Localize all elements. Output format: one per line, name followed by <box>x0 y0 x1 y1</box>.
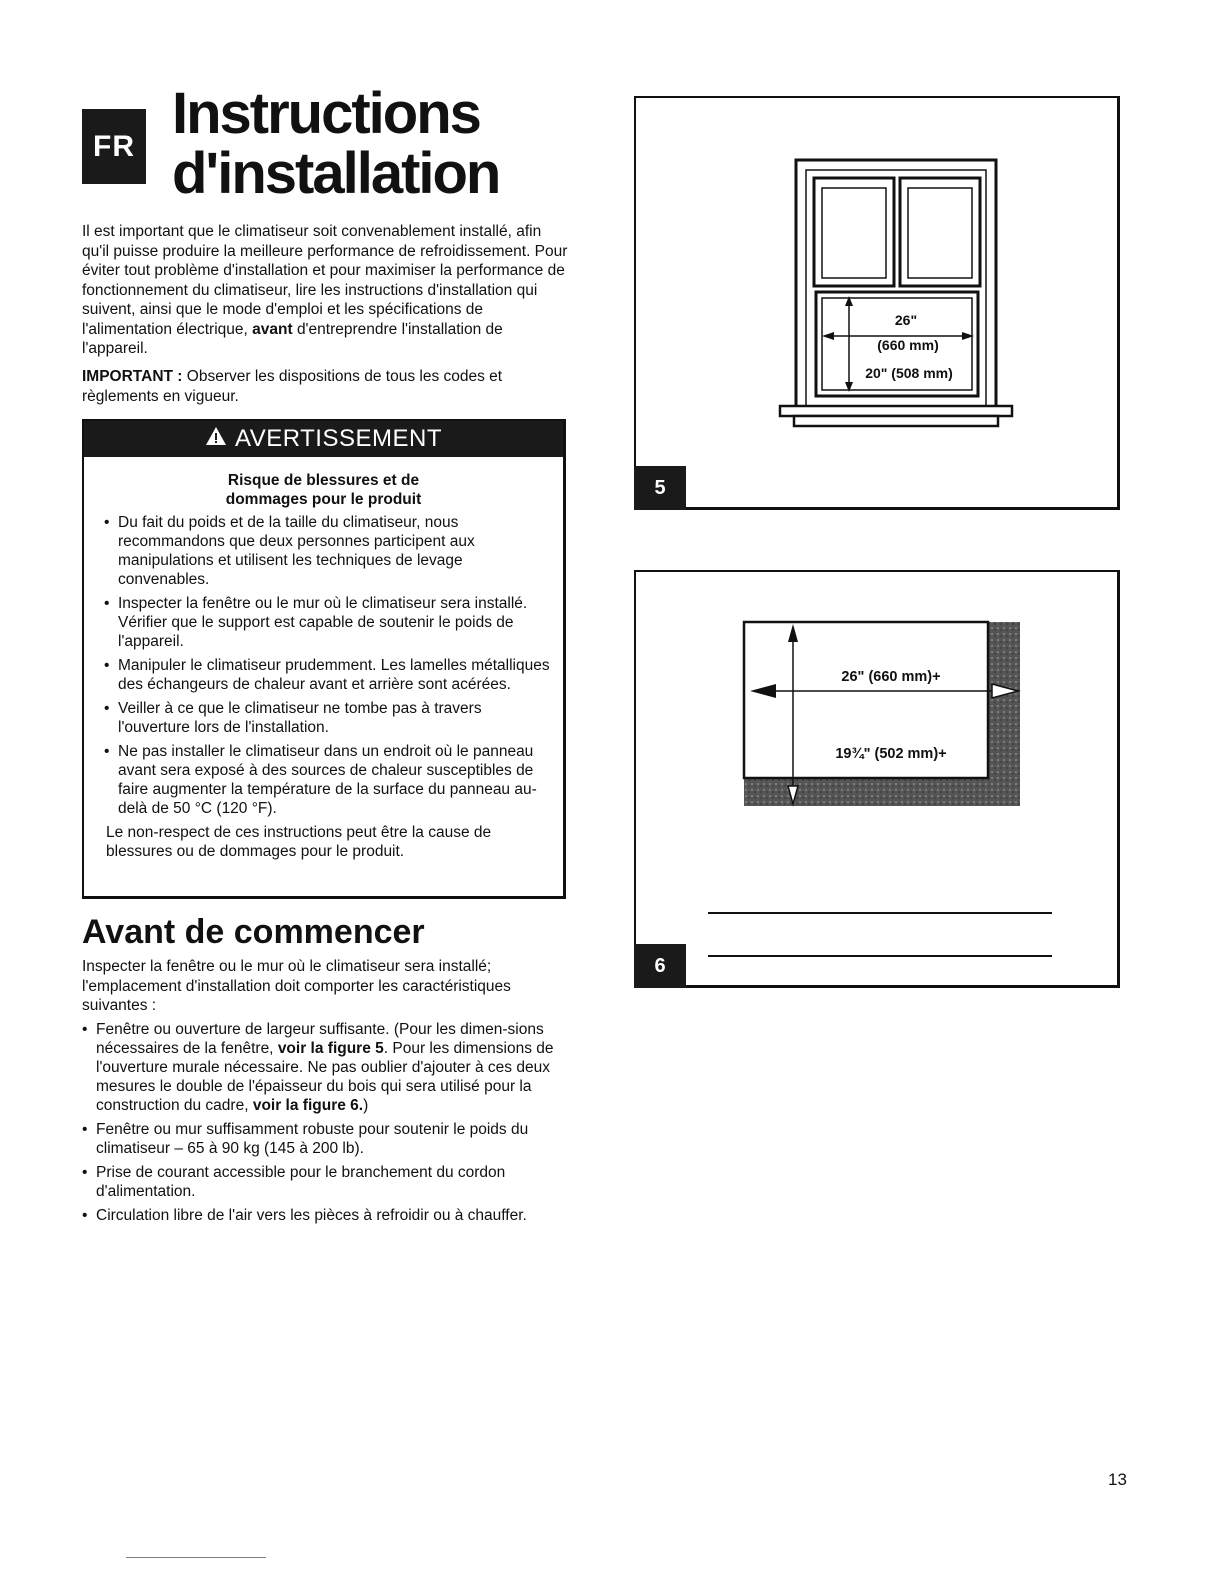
fig6-height: 19¾" (502 mm)+ <box>835 746 947 762</box>
intro-text: Il est important que le climatiseur soit convenablement installé, afin qu'il puisse produire la meilleure performance de refroidissement. Pour éviter tout problème d'installation et pour maximiser la performance de fonctionnement du climatiseur, lire les instructions d'installation qui suivent, ainsi que le mode d'emploi et les spécifications de l'alimentation électrique, <box>82 223 568 338</box>
warning-title: AVERTISSEMENT <box>235 425 442 452</box>
important-label: IMPORTANT : <box>82 368 183 385</box>
req1-link-fig6: voir la figure 6. <box>252 1097 364 1114</box>
title-line-2: d'installation <box>172 141 500 206</box>
page-title <box>172 81 500 206</box>
figure-6 <box>634 570 1120 988</box>
warning-triangle-icon <box>205 425 227 453</box>
figure-6-number: 6 <box>634 944 686 988</box>
warning-footer: Le non-respect de ces instructions peut être la cause de blessures ou de dommages pour le produit. <box>106 824 492 860</box>
wall-opening-diagram <box>636 572 1122 990</box>
section-intro: Inspecter la fenêtre ou le mur où le climatiseur sera installé; l'emplacement d'installation doit comporter les caractéristiques suivantes : <box>82 958 511 1014</box>
language-badge: FR <box>82 109 146 184</box>
fig5-width-mm: (660 mm) <box>877 337 939 353</box>
requirement-item: • Fenêtre ou mur suffisamment robuste pour soutenir le poids du climatiseur – 65 à 90 kg (145 à 200 lb). <box>82 1120 582 1158</box>
requirement-item: • Circulation libre de l'air vers les pièces à refroidir ou à chauffer. <box>82 1206 582 1225</box>
req1-text-e: ) <box>363 1097 369 1114</box>
fig6-width: 26" (660 mm)+ <box>841 669 941 685</box>
warning-item: • Ne pas installer le climatiseur dans un endroit où le panneau avant sera exposé à des sources de chaleur susceptibles de faire augmenter la température de la surface du panneau au-delà de 50 °C (120 °F). <box>104 742 553 818</box>
intro-paragraph <box>82 222 570 359</box>
warning-item: • Veiller à ce que le climatiseur ne tombe pas à travers l'ouverture lors de l'installation. <box>104 699 553 737</box>
intro-bold: avant <box>252 320 293 338</box>
req1-text-c: . Pour les dimensions de l'ouverture murale nécessaire. Ne pas oublier d'ajouter à ces deux mesures le double de l'épaisseur du bois qui sera utilisé pour la construction du cadre, <box>96 1040 554 1114</box>
warning-subtitle-line-2: dommages pour le produit <box>225 491 422 508</box>
page-number: 13 <box>1108 1470 1127 1489</box>
requirements-list <box>82 1020 582 1230</box>
warning-item: • Inspecter la fenêtre ou le mur où le climatiseur sera installé. Vérifier que le support est capable de soutenir le poids de l'appareil. <box>104 594 553 651</box>
warning-box <box>82 419 566 899</box>
warning-header <box>84 421 563 457</box>
warning-item: • Du fait du poids et de la taille du climatiseur, nous recommandons que deux personnes participent aux manipulations et utilisent les techniques de levage convenables. <box>104 513 553 589</box>
fig5-height: 20" (508 mm) <box>865 365 953 381</box>
warning-subtitle <box>84 471 563 509</box>
section-title: Avant de commencer <box>82 913 425 951</box>
requirement-item: • Prise de courant accessible pour le branchement du cordon d'alimentation. <box>82 1163 582 1201</box>
title-line-1: Instructions <box>172 81 480 146</box>
window-diagram <box>636 98 1122 512</box>
requirement-item <box>82 1020 582 1115</box>
req1-link-fig5: voir la figure 5 <box>277 1040 384 1057</box>
figure-5-number: 5 <box>634 466 686 510</box>
footer-divider <box>126 1557 266 1558</box>
req1-text-a: Fenêtre ou ouverture de largeur suffisante. (Pour les dimen-sions nécessaires de la fenêtre, <box>96 1021 544 1057</box>
figure-5 <box>634 96 1120 510</box>
warning-item: • Manipuler le climatiseur prudemment. Les lamelles métalliques des échangeurs de chaleur avant et arrière sont acérées. <box>104 656 553 694</box>
warning-list <box>84 513 563 818</box>
fig5-width-in: 26" <box>894 312 918 328</box>
warning-subtitle-line-1: Risque de blessures et de <box>227 472 420 489</box>
important-note <box>82 367 570 406</box>
important-text: Observer les dispositions de tous les codes et règlements en vigueur. <box>82 368 503 405</box>
intro-end: d'entreprendre l'installation de l'appareil. <box>82 320 503 357</box>
